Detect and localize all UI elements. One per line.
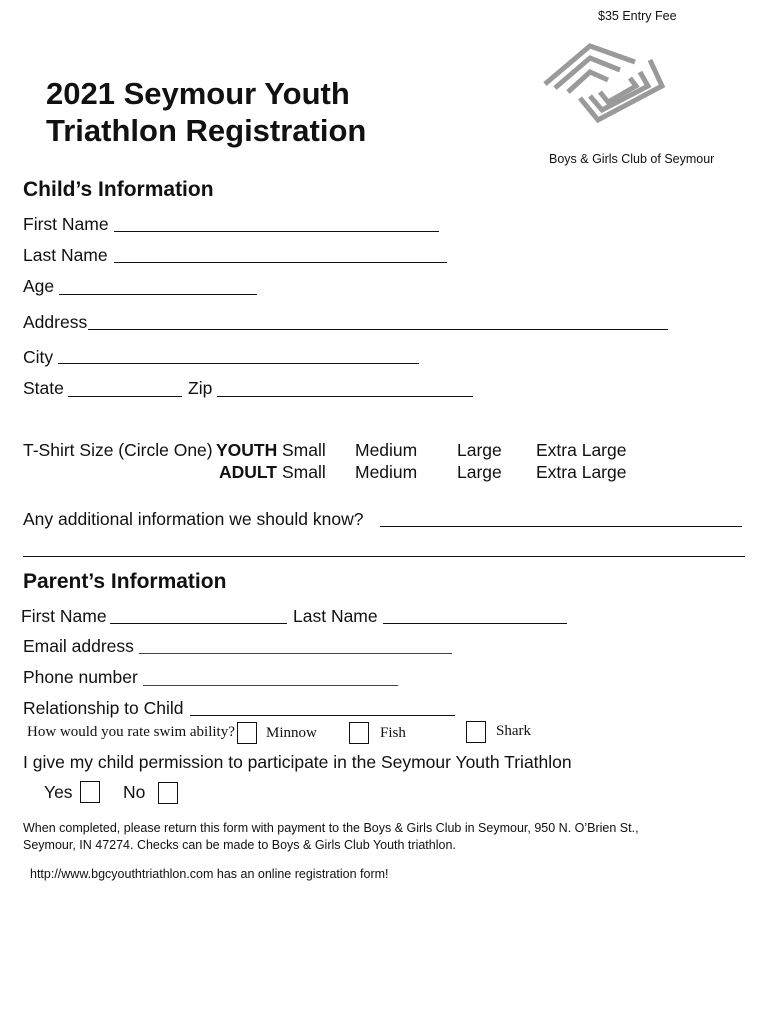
email-label: Email address bbox=[23, 636, 134, 656]
child-last-name-label: Last Name bbox=[23, 245, 108, 265]
permission-text: I give my child permission to participate in the Seymour Youth Triathlon bbox=[23, 752, 572, 772]
online-registration-note: http://www.bgcyouthtriathlon.com has an online registration form! bbox=[30, 867, 389, 881]
parent-section-title: Parent’s Information bbox=[23, 570, 227, 593]
youth-size-small[interactable]: Small bbox=[282, 440, 326, 460]
permission-yes-checkbox[interactable] bbox=[80, 781, 100, 803]
child-zip-field[interactable] bbox=[217, 396, 473, 397]
return-instructions-line2: Seymour, IN 47274. Checks can be made to Boys & Girls Club Youth triathlon. bbox=[23, 838, 456, 852]
child-city-label: City bbox=[23, 347, 54, 367]
parent-last-name-field[interactable] bbox=[383, 623, 567, 624]
swim-minnow-label: Minnow bbox=[266, 725, 317, 741]
parent-last-name-label: Last Name bbox=[293, 606, 378, 626]
relationship-label: Relationship to Child bbox=[23, 698, 184, 718]
child-state-label: State bbox=[23, 378, 64, 398]
child-last-name-field[interactable] bbox=[114, 262, 447, 263]
additional-info-label: Any additional information we should know? bbox=[23, 509, 364, 529]
child-address-field[interactable] bbox=[88, 329, 668, 330]
page-title-line1: 2021 Seymour Youth bbox=[46, 76, 350, 111]
swim-minnow-checkbox[interactable] bbox=[237, 722, 257, 744]
permission-no-checkbox[interactable] bbox=[158, 782, 178, 804]
phone-field[interactable] bbox=[143, 685, 398, 686]
youth-size-medium[interactable]: Medium bbox=[355, 440, 418, 460]
parent-first-name-field[interactable] bbox=[110, 623, 287, 624]
child-state-field[interactable] bbox=[68, 396, 182, 397]
additional-info-field-line2[interactable] bbox=[23, 556, 745, 557]
additional-info-field[interactable] bbox=[380, 526, 742, 527]
parent-first-name-label: First Name bbox=[21, 606, 107, 626]
child-age-field[interactable] bbox=[59, 294, 257, 295]
permission-no-label: No bbox=[123, 782, 146, 802]
child-zip-label: Zip bbox=[188, 378, 213, 398]
youth-label: YOUTH bbox=[216, 440, 278, 460]
adult-size-small[interactable]: Small bbox=[282, 462, 326, 482]
adult-size-extra-large[interactable]: Extra Large bbox=[536, 462, 627, 482]
child-age-label: Age bbox=[23, 276, 55, 296]
logo-caption: Boys & Girls Club of Seymour bbox=[549, 152, 715, 166]
boys-girls-club-logo bbox=[540, 40, 670, 130]
tshirt-size-label: T-Shirt Size (Circle One) bbox=[23, 440, 213, 460]
swim-fish-checkbox[interactable] bbox=[349, 722, 369, 744]
child-first-name-label: First Name bbox=[23, 214, 109, 234]
swim-ability-question: How would you rate swim ability? bbox=[27, 724, 235, 740]
child-section-title: Child’s Information bbox=[23, 178, 214, 201]
youth-size-extra-large[interactable]: Extra Large bbox=[536, 440, 627, 460]
swim-shark-checkbox[interactable] bbox=[466, 721, 486, 743]
child-address-label: Address bbox=[23, 312, 88, 332]
child-city-field[interactable] bbox=[58, 363, 419, 364]
adult-size-medium[interactable]: Medium bbox=[355, 462, 418, 482]
relationship-field[interactable] bbox=[190, 715, 455, 716]
entry-fee: $35 Entry Fee bbox=[598, 9, 677, 23]
page-title-line2: Triathlon Registration bbox=[46, 113, 367, 148]
email-field[interactable] bbox=[139, 653, 452, 654]
return-instructions-line1: When completed, please return this form with payment to the Boys & Girls Club in Seymour, 950 N. O’Brien St., bbox=[23, 821, 639, 835]
youth-size-large[interactable]: Large bbox=[457, 440, 502, 460]
adult-label: ADULT bbox=[219, 462, 277, 482]
adult-size-large[interactable]: Large bbox=[457, 462, 502, 482]
swim-fish-label: Fish bbox=[380, 725, 406, 741]
permission-yes-label: Yes bbox=[44, 782, 73, 802]
phone-label: Phone number bbox=[23, 667, 138, 687]
child-first-name-field[interactable] bbox=[114, 231, 439, 232]
swim-shark-label: Shark bbox=[496, 723, 531, 739]
